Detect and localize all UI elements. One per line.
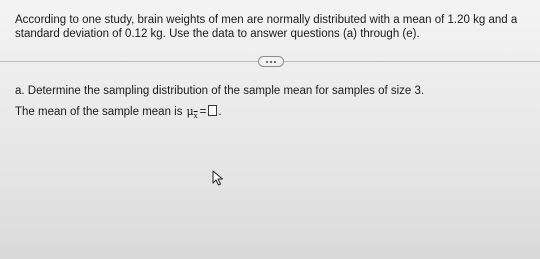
ellipsis-icon <box>266 61 268 63</box>
period: . <box>218 106 222 118</box>
mean-answer-input[interactable] <box>208 105 217 116</box>
question-intro: According to one study, brain weights of men are normally distributed with a mean of 1.20 kg and a standard deviation of 0.12 kg. Use the data to answer questions (a) through (e). <box>15 14 518 40</box>
mu-subscript: $\overline{x}$ <box>193 112 198 120</box>
part-a-prompt: a. Determine the sampling distribution of the sample mean for samples of size 3. <box>15 85 425 97</box>
mean-label: The mean of the sample mean is <box>15 106 183 118</box>
mean-answer-line <box>15 104 222 120</box>
mu-symbol: μ <box>186 105 194 118</box>
ellipsis-icon <box>274 61 276 63</box>
mouse-pointer-icon <box>212 170 224 186</box>
ellipsis-icon <box>270 61 272 63</box>
equals-sign: = <box>199 106 207 118</box>
expand-more-button[interactable] <box>258 56 284 67</box>
